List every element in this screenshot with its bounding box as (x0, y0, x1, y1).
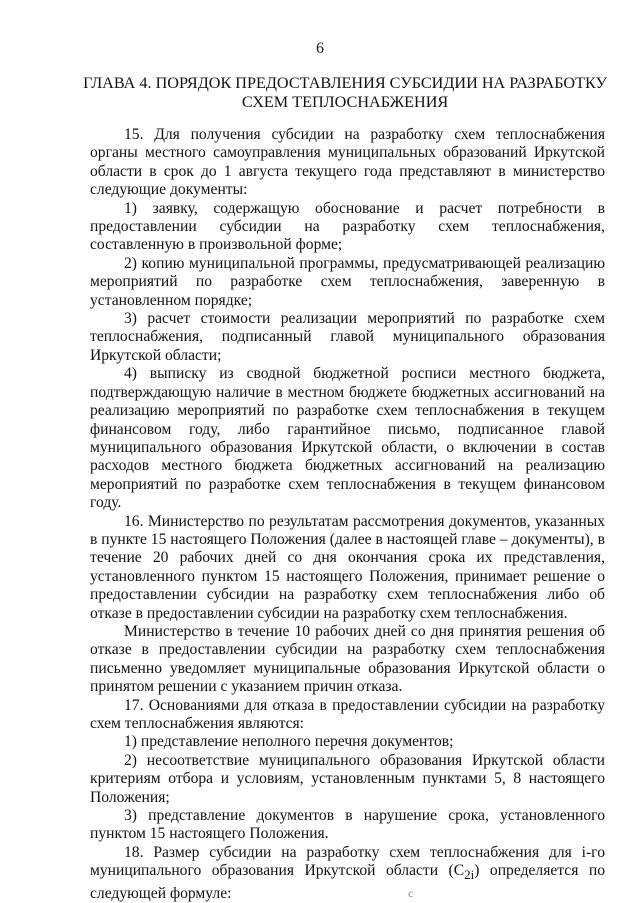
page-number: 6 (316, 40, 324, 57)
chapter-heading-line-1: ГЛАВА 4. ПОРЯДОК ПРЕДОСТАВЛЕНИЯ СУБСИДИИ НА РАЗРАБОТКУ (83, 74, 607, 92)
footer-mark: с (408, 886, 414, 900)
paragraph: 15. Для получения субсидии на разработку схем теплоснабжения органы местного самоуправления муниципальных образований Иркутской области в срок до 1 августа текущего года представляют в министерство следующие документы: (90, 126, 605, 199)
formula-subscript: 2i (464, 867, 475, 883)
paragraph: 3) расчет стоимости реализации мероприятий по разработке схем теплоснабжения, подписанный главой муниципального образования Иркутской области; (90, 310, 605, 364)
paragraph: 17. Основаниями для отказа в предоставлении субсидии на разработку схем теплоснабжения являются: (90, 696, 605, 732)
paragraph: 2) копию муниципальной программы, предусматривающей реализацию мероприятий по разработке схем теплоснабжения, заверенную в установленном порядке; (90, 254, 605, 309)
formula-intro-text: 18. Размер субсидии на разработку схем теплоснабжения для i-го муниципального образования Иркутской области (C (90, 843, 605, 880)
document-body (90, 126, 605, 903)
formula-intro-tail: ) определяется по следующей формуле: (90, 862, 605, 902)
paragraph: 16. Министерство по результатам рассмотрения документов, указанных в пункте 15 настоящего Положения (далее в настоящей главе – документы), в течение 20 рабочих дней со дня окончания срока их представления, установленного пунктом 15 настоящего Положения, принимает решение о предоставлении субсидии на разработку схем теплоснабжения либо об отказе в предоставлении субсидии на разработку схем теплоснабжения. (90, 512, 605, 622)
paragraph: Министерство в течение 10 рабочих дней со дня принятия решения об отказе в предоставлении субсидии на разработку схем теплоснабжения письменно уведомляет муниципальные образования Иркутской области о принятом решении с указанием причин отказа. (90, 622, 605, 696)
chapter-heading (80, 74, 610, 111)
paragraph: 3) представление документов в нарушение срока, установленного пунктом 15 настоящего Положения. (90, 807, 605, 843)
chapter-heading-line-2: СХЕМ ТЕПЛОСНАБЖЕНИЯ (241, 92, 449, 111)
paragraph: 1) представление неполного перечня документов; (124, 733, 454, 751)
paragraph: 1) заявку, содержащую обоснование и расчет потребности в предоставлении субсидии на разработку схем теплоснабжения, составленную в произвольной форме; (90, 199, 605, 254)
formula-intro-paragraph (90, 844, 605, 903)
paragraph: 4) выписку из сводной бюджетной росписи местного бюджета, подтверждающую наличие в местном бюджете бюджетных ассигнований на реализацию мероприятий по разработке схем теплоснабжения в текущем финансовом году, либо гарантийное письмо, подписанное главой муниципального образования Иркутской области, о включении в состав расходов местного бюджета бюджетных ассигнований на реализацию мероприятий по разработке схем теплоснабжения в текущем финансовом году. (90, 365, 605, 512)
paragraph: 2) несоответствие муниципального образования Иркутской области критериям отбора и условиям, установленным пунктами 5, 8 настоящего Положения; (90, 751, 605, 806)
